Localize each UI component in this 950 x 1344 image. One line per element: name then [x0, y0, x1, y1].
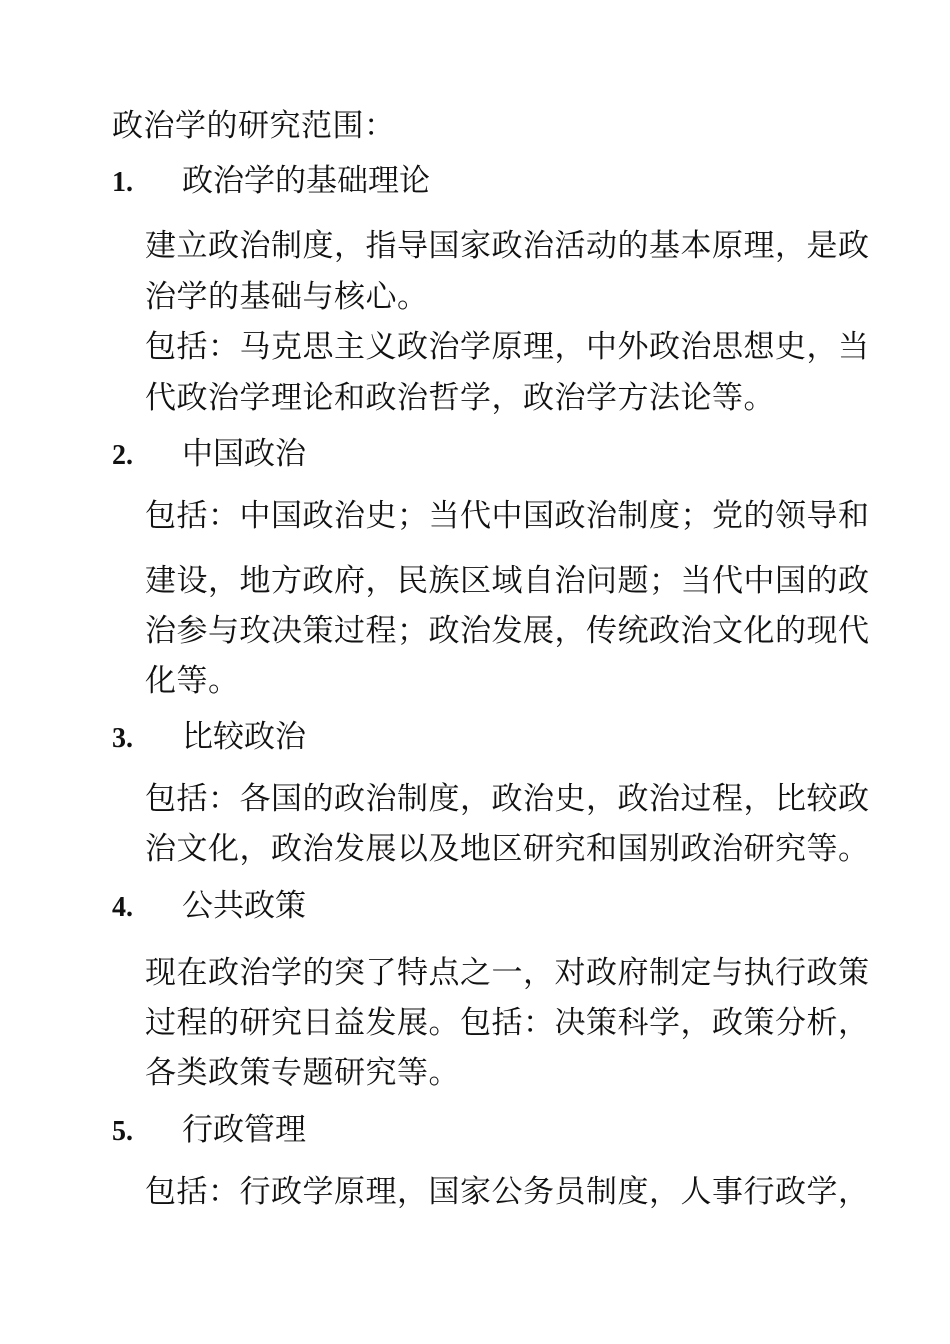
paragraph-line: 化等。	[145, 663, 240, 699]
paragraph-line: 治参与玫决策过程；政治发展，传统政治文化的现代	[145, 613, 870, 649]
paragraph-line: 建设，地方政府，民族区域自治问题；当代中国的政	[145, 563, 870, 599]
paragraph-line: 包括：各国的政治制度，政治史，政治过程，比较政	[145, 781, 870, 817]
section-title: 行政管理	[182, 1112, 306, 1148]
section-title: 政治学的基础理论	[182, 163, 430, 199]
section-number: 5.	[112, 1116, 133, 1147]
paragraph-line: 现在政治学的突了特点之一，对政府制定与执行政策	[145, 955, 870, 991]
paragraph-line: 代政治学理论和政治哲学，政治学方法论等。	[145, 380, 775, 416]
paragraph-line: 过程的研究日益发展。包括：决策科学，政策分析，	[145, 1005, 870, 1041]
section-number: 1.	[112, 167, 133, 198]
section-number: 3.	[112, 723, 133, 754]
section-number: 2.	[112, 440, 133, 471]
paragraph-line: 建立政治制度，指导国家政治活动的基本原理，是政	[145, 228, 870, 264]
paragraph-line: 治学的基础与核心。	[145, 279, 429, 315]
paragraph-line: 各类政策专题研究等。	[145, 1055, 460, 1091]
paragraph-line: 包括：中国政治史；当代中国政治制度；党的领导和	[145, 498, 870, 534]
section-number: 4.	[112, 892, 133, 923]
intro-heading: 政治学的研究范围：	[112, 108, 396, 144]
section-title: 比较政治	[182, 719, 306, 755]
paragraph-line: 包括：马克思主义政治学原理，中外政治思想史，当	[145, 329, 870, 365]
paragraph-line: 包括：行政学原理，国家公务员制度，人事行政学，	[145, 1174, 870, 1210]
section-title: 中国政治	[182, 436, 306, 472]
section-title: 公共政策	[182, 888, 306, 924]
paragraph-line: 治文化，政治发展以及地区研究和国别政治研究等。	[145, 831, 870, 867]
